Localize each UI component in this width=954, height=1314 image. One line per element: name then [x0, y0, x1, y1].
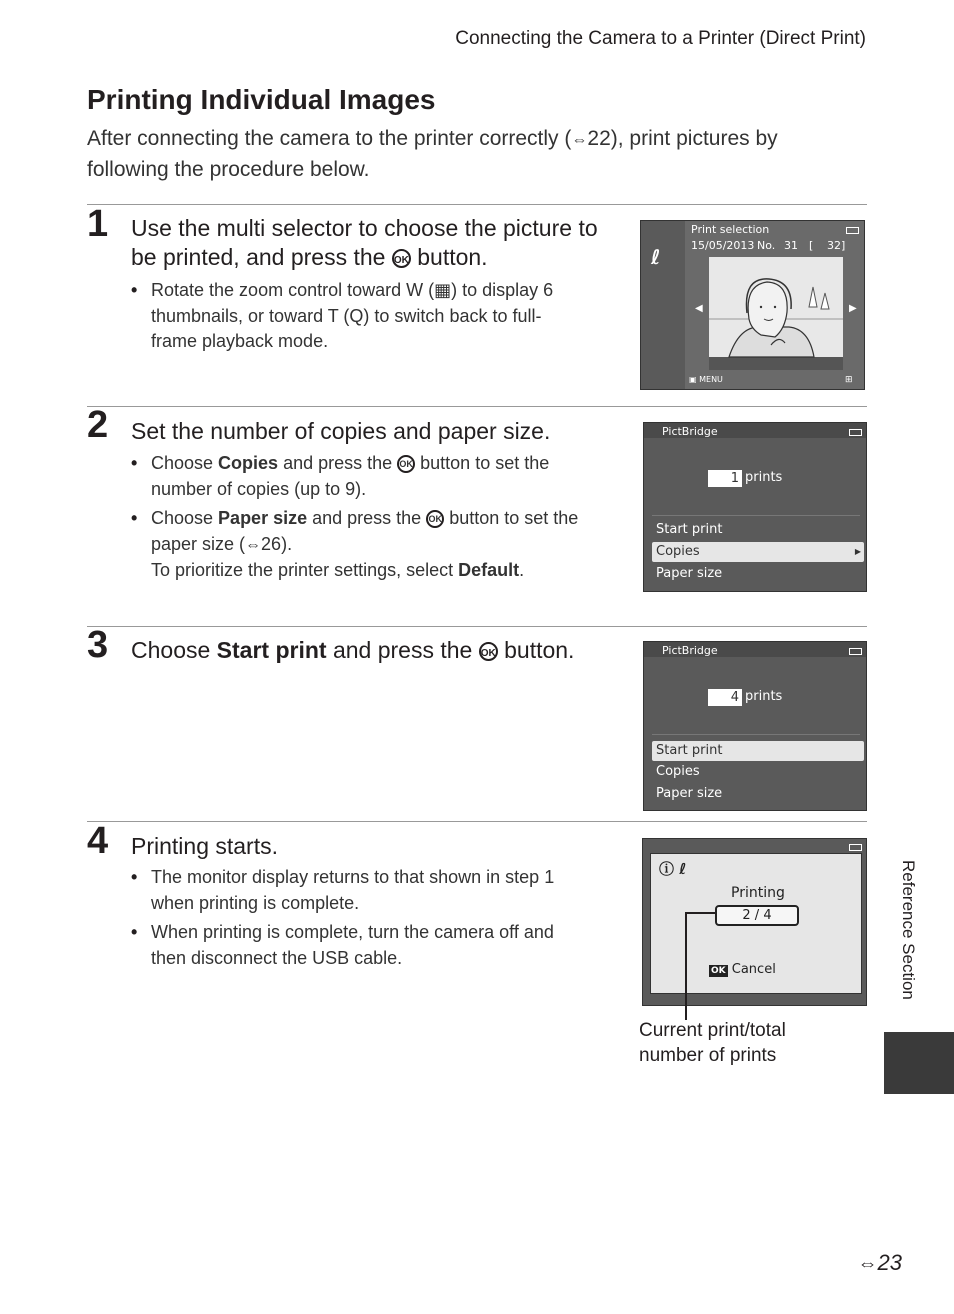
step-3-head-bold: Start print	[216, 637, 327, 663]
right-arrow-icon: ▶	[849, 303, 857, 314]
chevron-right-icon: ▶	[854, 547, 861, 556]
menu-separator	[652, 515, 860, 516]
menu-item-start-print: Start print	[656, 522, 723, 537]
printing-status: Printing	[731, 885, 785, 901]
menu-item-start-print: Start print	[652, 741, 864, 761]
divider	[87, 406, 867, 407]
step-1-head-post: button.	[410, 244, 488, 270]
menu-separator	[652, 734, 860, 735]
screen1-no-label: No.	[757, 239, 776, 252]
divider	[87, 626, 867, 627]
reference-icon: ⇔	[245, 536, 262, 554]
menu-item-copies-label: Copies	[656, 544, 700, 559]
battery-icon	[846, 227, 859, 234]
menu-item-copies: Copies	[656, 764, 700, 779]
callout-line-horizontal	[685, 912, 715, 914]
step-2-bullets	[131, 451, 601, 588]
step-4-bullet-1: • The monitor display returns to that shown in step 1 when printing is complete.	[131, 865, 581, 916]
b2-line2-pre: To prioritize the printer settings, select	[151, 560, 459, 580]
screen3-title: PictBridge	[662, 644, 718, 657]
intro-text	[87, 124, 847, 184]
step-1-bullets	[131, 278, 581, 359]
b2-line2-bold: Default	[458, 560, 520, 580]
b2-end: ).	[281, 533, 293, 554]
b2-mid: and press the	[307, 508, 427, 528]
screen1-menu-label: MENU	[699, 375, 723, 384]
step-3-heading	[131, 636, 574, 665]
b1-pre: Choose	[151, 453, 219, 473]
reference-icon: ⇔	[571, 132, 588, 149]
photo-thumbnail	[709, 257, 843, 370]
cancel-label: Cancel	[731, 962, 776, 977]
b2-pre: Choose	[151, 508, 219, 528]
side-section-label: Reference Section	[899, 860, 918, 1000]
prints-label: prints	[745, 689, 783, 704]
screen-printing	[642, 838, 867, 1006]
section-title: Printing Individual Images	[87, 84, 436, 115]
step-3-head-pre: Choose	[131, 637, 217, 663]
battery-icon	[849, 648, 862, 655]
ok-button-icon: OK	[397, 455, 415, 473]
step-3-head-post: button.	[497, 637, 575, 663]
screen2-title: PictBridge	[662, 425, 718, 438]
ok-button-icon: OK	[426, 510, 444, 528]
step-2-bullet-1	[131, 451, 601, 502]
screen1-total: 32	[827, 239, 841, 252]
step-1-heading	[131, 214, 611, 272]
step-number-3: 3	[87, 624, 109, 666]
screen1-no-value: 31	[784, 239, 798, 252]
b2-post: button to set the paper size (	[151, 508, 579, 554]
screen1-title: Print selection	[691, 223, 770, 236]
page-number	[858, 1250, 902, 1276]
b1-bold: Copies	[218, 453, 279, 473]
intro-pre: After connecting the camera to the printer correctly (	[87, 127, 572, 150]
warning-pictbridge-icon: ⓘ ℓ	[659, 860, 687, 878]
step-1-bullet-1: • Rotate the zoom control toward W (▦) to display 6 thumbnails, or toward T (Q) to switch back to full-frame playback mode.	[131, 278, 581, 355]
menu-item-paper-size: Paper size	[656, 786, 723, 801]
copies-value: 1	[708, 470, 742, 487]
intro-post: ), print pictures by following the procedure below.	[87, 127, 778, 181]
divider	[87, 821, 867, 822]
screen-left-panel	[641, 221, 685, 389]
ok-key-icon: OK	[711, 966, 726, 976]
progress-counter: 2 / 4	[715, 905, 799, 926]
ok-button-icon: OK	[392, 249, 411, 268]
b2-ref: 26	[261, 533, 282, 554]
ok-button-icon: OK	[479, 642, 498, 661]
step-4-heading: Printing starts.	[131, 833, 278, 859]
screen1-bracket: [	[809, 239, 814, 252]
prints-label: prints	[745, 470, 783, 485]
battery-icon	[849, 429, 862, 436]
divider	[87, 204, 867, 205]
step-2-bullet-2	[131, 506, 601, 584]
step-number-4: 4	[87, 820, 109, 862]
side-tab-marker	[884, 1032, 954, 1094]
running-header: Connecting the Camera to a Printer (Direct Print)	[455, 28, 866, 49]
page-number-value: 23	[877, 1250, 902, 1275]
printing-dialog	[650, 853, 862, 994]
step-1-head-pre: Use the multi selector to choose the picture to be printed, and press the	[131, 215, 598, 270]
screen-pictbridge-copies	[643, 422, 867, 592]
left-arrow-icon: ◀	[695, 303, 703, 314]
menu-item-paper-size: Paper size	[656, 566, 723, 581]
step-3-head-mid: and press the	[326, 637, 479, 663]
step-2-heading: Set the number of copies and paper size.	[131, 418, 551, 444]
intro-ref: 22	[587, 127, 611, 150]
reference-icon: ⇔	[857, 1253, 878, 1275]
step-number-2: 2	[87, 404, 109, 446]
screen1-bracket-close: ]	[841, 239, 846, 252]
screen1-date: 15/05/2013	[691, 239, 755, 252]
cancel-option	[709, 962, 776, 977]
step-number-1: 1	[87, 203, 109, 245]
copies-value: 4	[708, 689, 742, 706]
b2-line2-end: .	[519, 560, 525, 580]
zoom-icon: ⊞	[845, 375, 853, 385]
battery-icon	[849, 844, 862, 851]
callout-label: Current print/total number of prints	[639, 1020, 786, 1066]
screen1-menu: ▣ MENU	[689, 375, 723, 384]
screen-pictbridge-start	[643, 641, 867, 811]
pictbridge-icon: ℓ	[651, 245, 661, 269]
b1-mid: and press the	[278, 453, 398, 473]
menu-item-copies	[652, 542, 864, 562]
b1-post: button to set the number of copies (up to 9).	[151, 453, 550, 499]
screen-print-selection	[640, 220, 865, 390]
step-4-bullet-2: • When printing is complete, turn the camera off and then disconnect the USB cable.	[131, 920, 581, 971]
b2-bold: Paper size	[218, 508, 308, 528]
callout-line-vertical	[685, 912, 687, 1020]
step-4-bullets	[131, 865, 581, 975]
